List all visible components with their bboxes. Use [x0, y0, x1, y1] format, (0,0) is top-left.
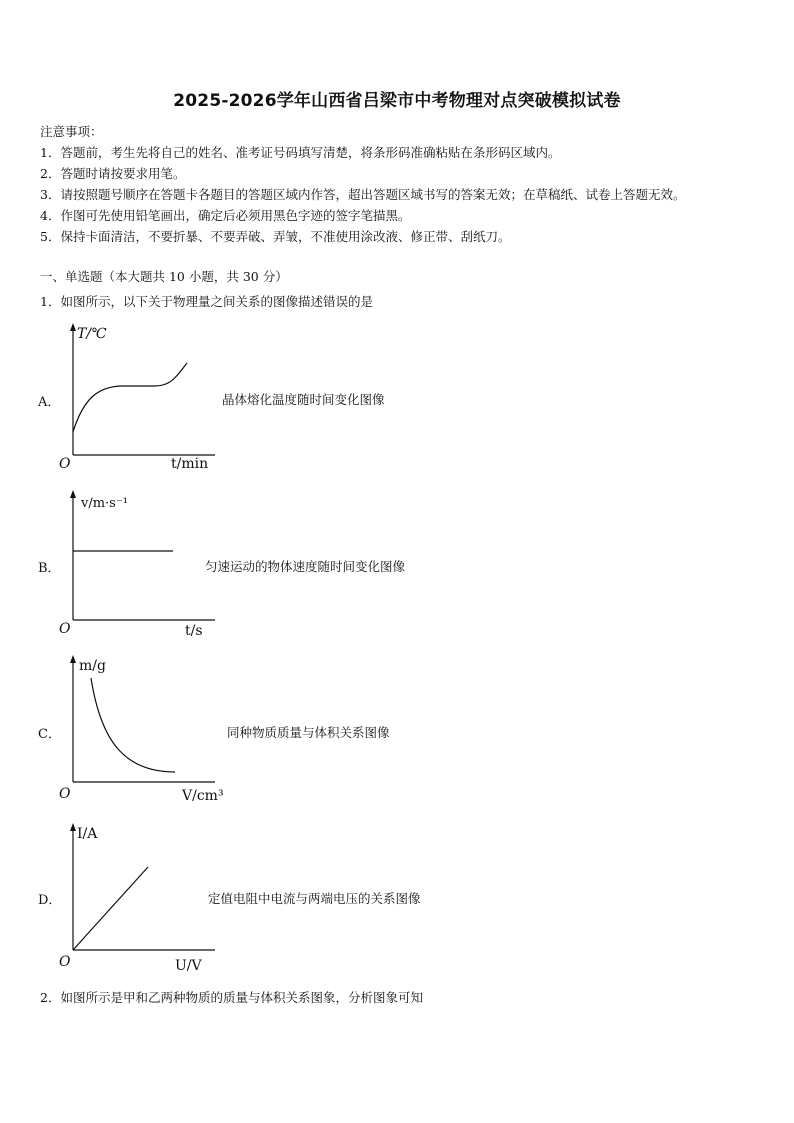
option-c-description: 同种物质质量与体积关系图像 [227, 725, 390, 740]
y-axis-label: m/g [79, 658, 106, 674]
proportional-line [73, 867, 148, 950]
y-axis-label: I/A [77, 826, 98, 842]
question-2-stem: 2．如图所示是甲和乙两种物质的质量与体积关系图象，分析图象可知 [40, 990, 423, 1005]
mass-volume-curve [91, 678, 175, 772]
notice-item: 5．保持卡面清洁，不要折暴、不要弄破、弄皱，不准使用涂改液、修正带、刮纸刀。 [40, 229, 511, 244]
option-a-description: 晶体熔化温度随时间变化图像 [222, 392, 385, 407]
option-d-graph [55, 820, 225, 975]
option-a-graph [55, 320, 225, 475]
origin-label: O [59, 456, 71, 472]
origin-label: O [59, 954, 71, 970]
y-axis-label: T/℃ [77, 326, 107, 342]
notice-item: 4．作图可先使用铅笔画出，确定后必须用黑色字迹的签字笔描黑。 [40, 208, 411, 223]
notice-item: 1．答题前，考生先将自己的姓名、准考证号码填写清楚，将条形码准确粘贴在条形码区域内。 [40, 145, 561, 160]
y-axis-arrow [70, 323, 76, 331]
option-b-letter: B． [38, 561, 61, 576]
x-axis-label: V/cm³ [182, 788, 224, 804]
origin-label: O [59, 621, 71, 637]
origin-label: O [59, 786, 71, 802]
page-title: 2025-2026学年山西省吕梁市中考物理对点突破模拟试卷 [173, 91, 621, 111]
y-axis-arrow [70, 823, 76, 831]
x-axis-label: U/V [175, 958, 202, 974]
option-b-graph [55, 487, 225, 642]
y-axis-label: v/m·s⁻¹ [81, 496, 128, 511]
y-axis-arrow [70, 655, 76, 663]
option-c-letter: C． [38, 727, 61, 742]
section-heading: 一、单选题（本大题共 10 小题，共 30 分） [40, 269, 288, 284]
notice-heading: 注意事项： [40, 124, 103, 139]
melting-curve [73, 363, 187, 432]
notice-item: 2．答题时请按要求用笔。 [40, 166, 186, 181]
option-d-letter: D． [38, 893, 62, 908]
x-axis-label: t/min [171, 456, 209, 472]
option-a-letter: A． [38, 395, 61, 410]
option-b-description: 匀速运动的物体速度随时间变化图像 [205, 559, 406, 574]
x-axis-label: t/s [185, 623, 203, 639]
y-axis-arrow [70, 490, 76, 498]
option-d-description: 定值电阻中电流与两端电压的关系图像 [208, 891, 421, 906]
notice-item: 3．请按照题号顺序在答题卡各题目的答题区域内作答，超出答题区域书写的答案无效；在草稿纸、试卷上答题无效。 [40, 187, 686, 202]
option-c-graph [55, 652, 230, 807]
question-1-stem: 1．如图所示，以下关于物理量之间关系的图像描述错误的是 [40, 294, 373, 309]
